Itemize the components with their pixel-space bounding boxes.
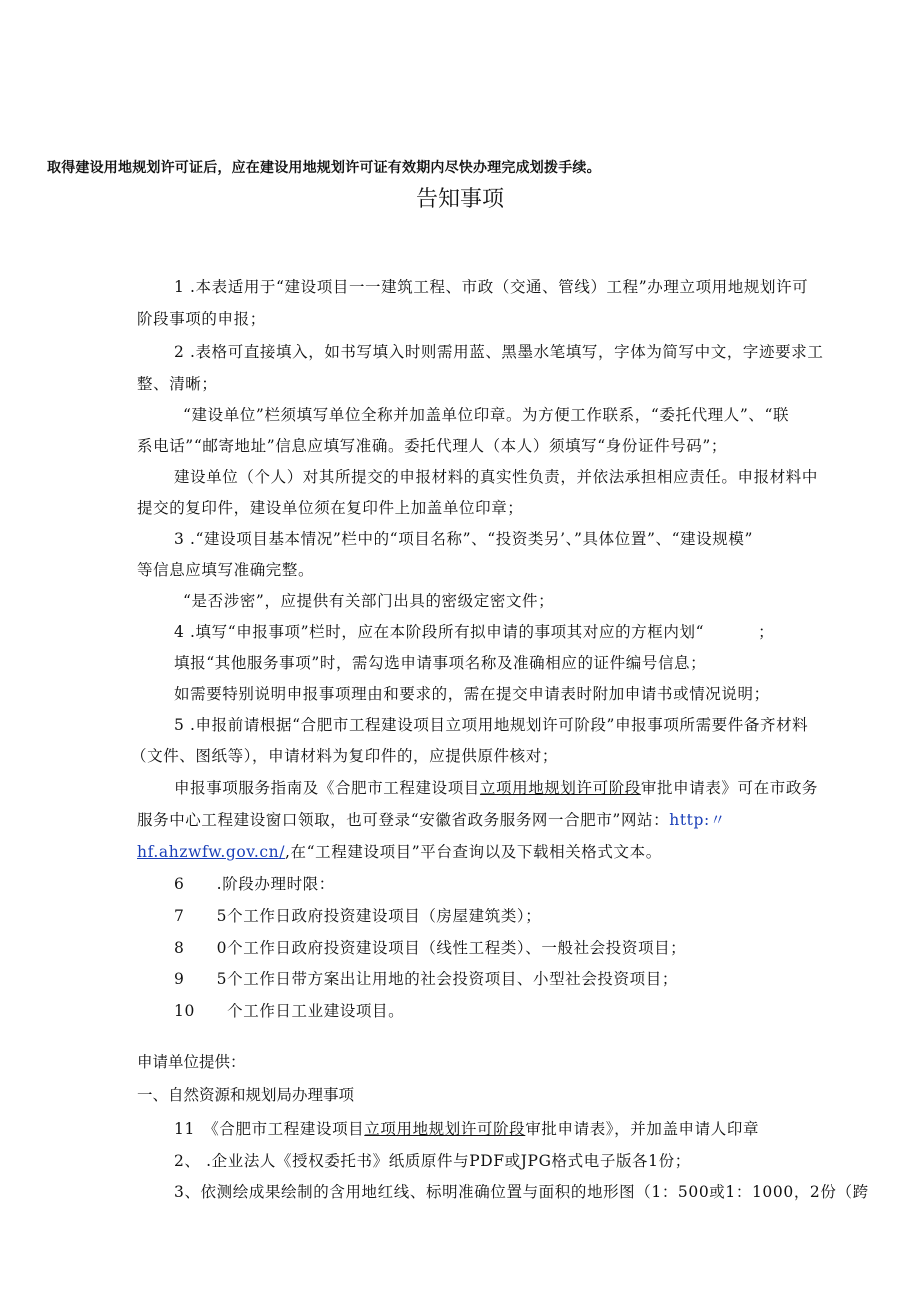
notice-line (137, 808, 726, 830)
page-title: 告知事项 (415, 187, 504, 212)
notice-line: “建设单位”栏须填写单位全称并加盖单位印章。为方便工作联系，“委托代理人”、“联 (183, 406, 790, 424)
website-link[interactable]: hf.ahzwfw.gov.cn/ (137, 843, 286, 861)
notice-line: 填报“其他服务事项”时，需勾选申请事项名称及准确相应的证件编号信息； (174, 654, 707, 672)
notice-line: 阶段事项的申报； (137, 310, 266, 328)
notice-line-part: 申报事项服务指南及《合肥市工程建设项目 (174, 779, 480, 797)
notice-line: 10 个工作日工业建设项目。 (174, 1002, 405, 1020)
notice-line: 等信息应填写准确完整。 (137, 561, 315, 579)
notice-line: 8 0个工作日政府投资建设项目（线性工程类）、一般社会投资项目； (174, 939, 687, 957)
notice-line-part: 审批申请表》可在市政务 (640, 779, 819, 797)
material-item-part: 审批申请表》，并加盖申请人印章 (525, 1120, 760, 1138)
notice-line-part: 4 .填写“申报事项”栏时，应在本阶段所有拟申请的事项其对应的方框内划“ (174, 623, 705, 641)
notice-line-part: ； (758, 623, 775, 641)
notice-line: （文件、图纸等），申请材料为复印件的，应提供原件核对； (131, 747, 558, 765)
underlined-phrase: 立项用地规划许可阶段 (479, 779, 641, 797)
notice-line: 1 .本表适用于“建设项目一一建筑工程、市政（交通、管线）工程”办理立项用地规划许可 (174, 278, 809, 296)
material-item: 2、 .企业法人《授权委托书》纸质原件与PDF或JPG格式电子版各1份； (174, 1152, 691, 1170)
notice-line: 系电话”“邮寄地址”信息应填写准确。委托代理人（本人）须填写“身份证件号码”； (137, 437, 728, 455)
section-heading: 一、自然资源和规划局办理事项 (137, 1086, 355, 1104)
material-item-part: 11 《合肥市工程建设项目 (174, 1120, 365, 1138)
notice-line: 9 5个工作日带方案出让用地的社会投资项目、小型社会投资项目； (174, 970, 678, 988)
website-link-start[interactable]: http:〃 (669, 811, 726, 829)
notice-line: 2 .表格可直接填入，如书写填入时则需用蓝、黑墨水笔填写，字体为简写中文，字迹要求工 (174, 343, 824, 361)
notice-line: 如需要特别说明申报事项理由和要求的，需在提交申请表时附加申请书或情况说明； (174, 685, 770, 703)
top-note: 取得建设用地规划许可证后，应在建设用地规划许可证有效期内尽快办理完成划拨手续。 (47, 160, 601, 176)
notice-line (137, 840, 662, 862)
material-item (174, 1117, 759, 1139)
notice-line: “是否涉密”，应提供有关部门出具的密级定密文件； (183, 592, 555, 610)
notice-line: 6 .阶段办理时限： (174, 875, 335, 893)
material-item: 3、依测绘成果绘制的含用地红线、标明准确位置与面积的地形图（1：500或1：1000，2份（跨 (174, 1183, 869, 1201)
notice-line (174, 776, 818, 798)
underlined-phrase: 立项用地规划许可阶段 (364, 1120, 526, 1138)
applicant-heading: 申请单位提供： (137, 1053, 246, 1071)
notice-line: 建设单位（个人）对其所提交的申报材料的真实性负责，并依法承担相应责任。申报材料中 (174, 468, 819, 486)
notice-line-part: 服务中心工程建设窗口领取，也可登录“安徽省政务服务网一合肥市”网站： (137, 811, 670, 829)
notice-line: 5 .申报前请根据“合肥市工程建设项目立项用地规划许可阶段”申报事项所需要件备齐材料 (174, 716, 809, 734)
notice-line: 提交的复印件，建设单位须在复印件上加盖单位印章； (137, 499, 524, 517)
notice-line: 7 5个工作日政府投资建设项目（房屋建筑类）； (174, 907, 542, 925)
notice-line-part: ,在“工程建设项目”平台查询以及下载相关格式文本。 (285, 843, 662, 861)
notice-line (174, 620, 774, 642)
notice-line: 整、清晰； (137, 375, 218, 393)
notice-line: 3 .“建设项目基本情况”栏中的“项目名称”、“投资类另’、”具体位置”、“建设规模” (174, 530, 754, 548)
